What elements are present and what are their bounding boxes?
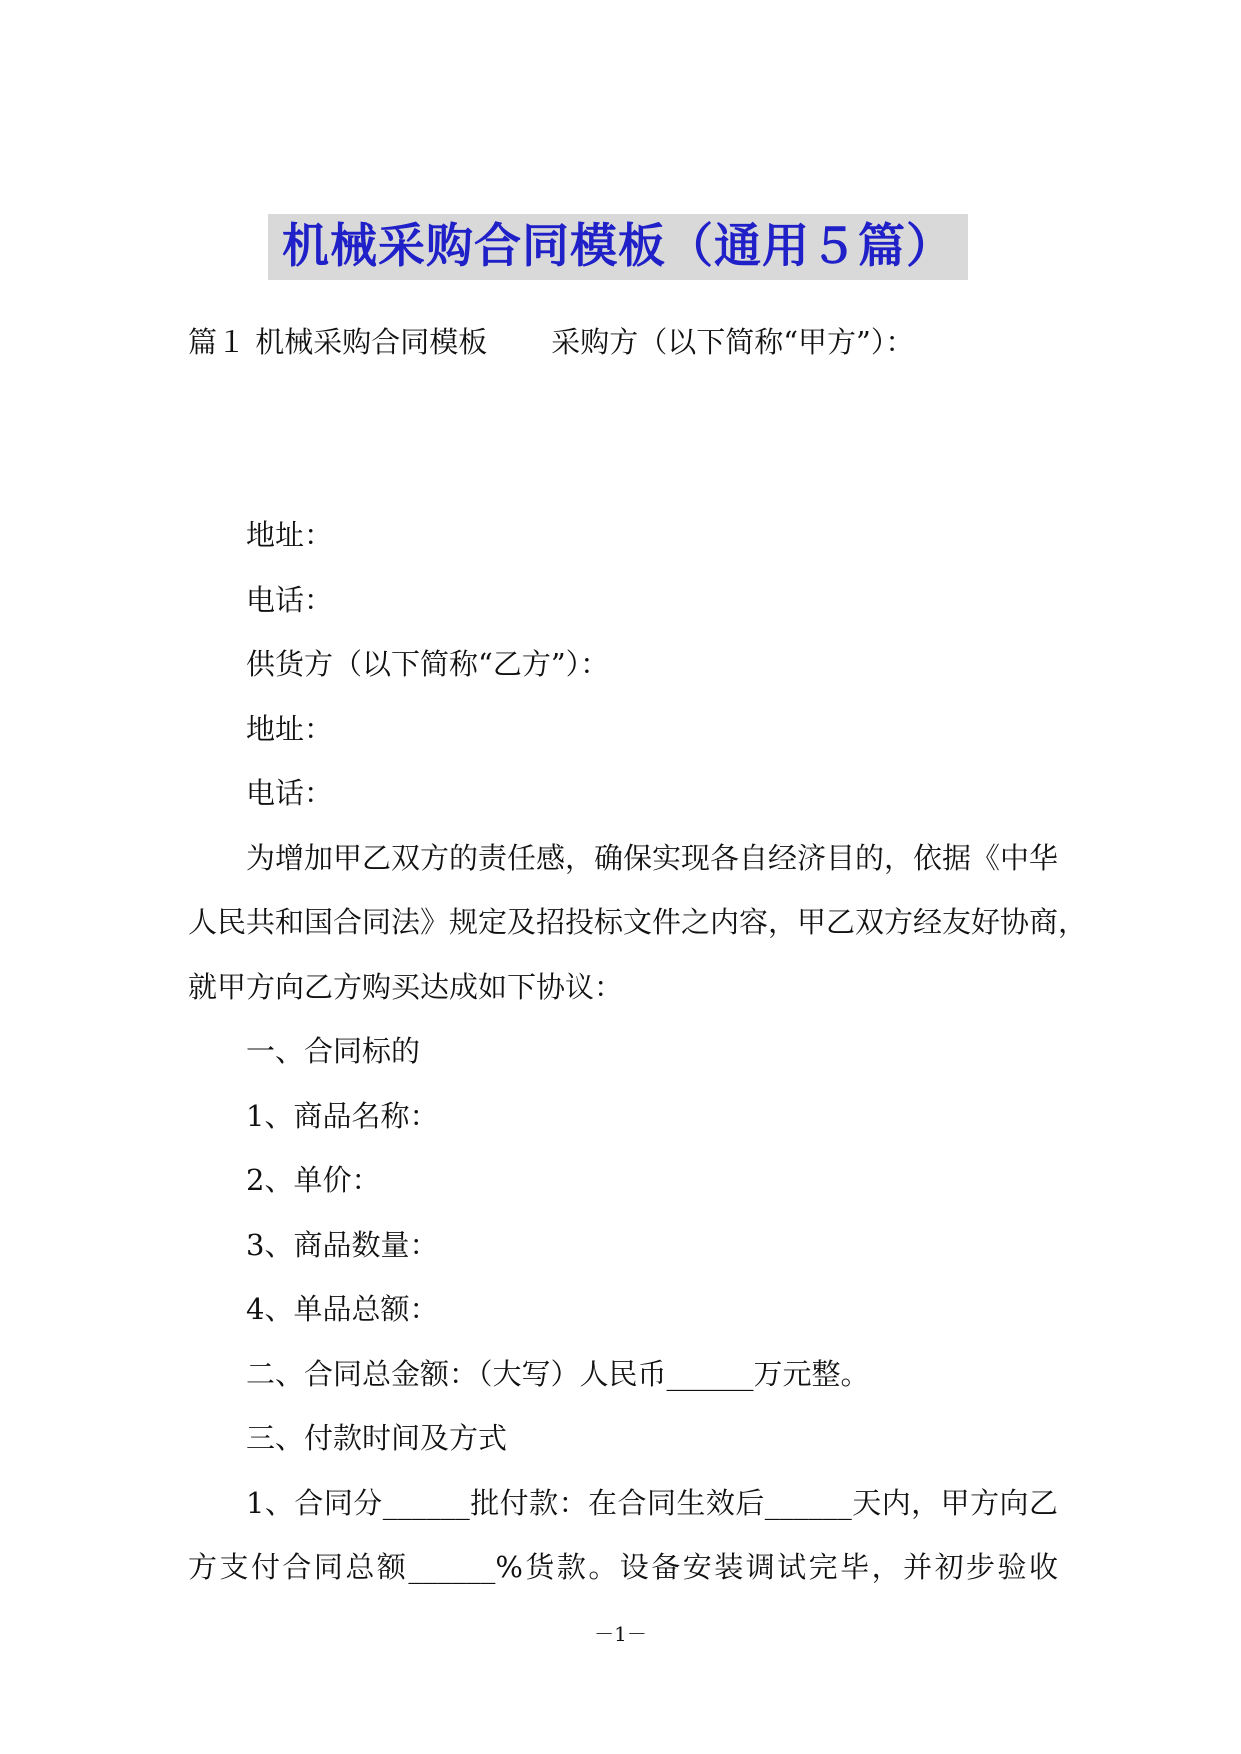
heading-line (188, 322, 914, 362)
buyer-label: 采购方（以下简称“甲方”）： (551, 325, 915, 359)
page-number: －1－ (594, 1622, 647, 1646)
item-product-name: 1、商品名称： (246, 1099, 439, 1133)
document-title: 机械采购合同模板（通用５篇） (282, 219, 954, 274)
part-label: 篇１ 机械采购合同模板 (188, 325, 488, 359)
payment-line-1: 1、合同分______批付款：在合同生效后______天内，甲方向乙 (246, 1486, 1058, 1520)
payment-line-2: 方支付合同总额______%货款。设备安装调试完毕，并初步验收 (188, 1550, 1058, 1584)
section-2-total-amount: 二、合同总金额：（大写）人民币______万元整。 (246, 1357, 870, 1391)
section-1-heading: 一、合同标的 (246, 1034, 421, 1068)
supplier-phone-line: 电话： (246, 776, 334, 810)
preamble-line-2: 人民共和国合同法》规定及招投标文件之内容，甲乙双方经友好协商， (188, 905, 1088, 939)
item-unit-price: 2、单价： (246, 1163, 381, 1197)
buyer-address-line: 地址： (246, 518, 334, 552)
item-quantity: 3、商品数量： (246, 1228, 439, 1262)
supplier-address-line: 地址： (246, 712, 334, 746)
title-highlight (268, 214, 968, 280)
supplier-line: 供货方（以下简称“乙方”）： (246, 647, 610, 681)
preamble-line-1: 为增加甲乙双方的责任感，确保实现各自经济目的，依据《中华 (246, 841, 1059, 875)
buyer-phone-line: 电话： (246, 583, 334, 617)
section-3-heading: 三、付款时间及方式 (246, 1421, 508, 1455)
item-total: 4、单品总额： (246, 1292, 439, 1326)
preamble-line-3: 就甲方向乙方购买达成如下协议： (188, 970, 624, 1004)
